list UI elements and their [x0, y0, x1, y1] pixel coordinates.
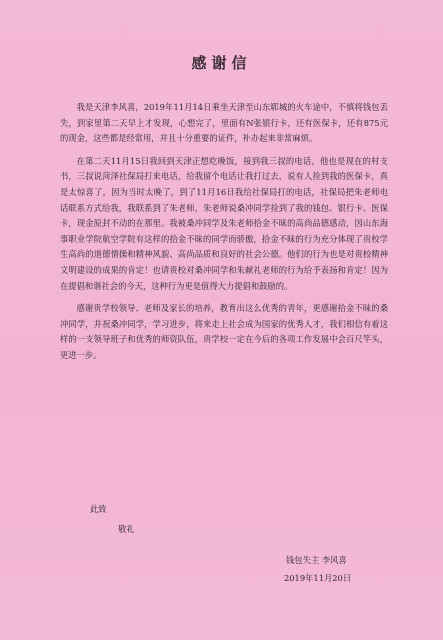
letter-title: 感谢信 — [191, 54, 252, 72]
closing-regards: 敬礼 — [118, 524, 135, 534]
paragraph-1: 我是天津李风喜，2019年11月14日乘坐天津至山东郓城的火车途中，不慎将钱包丢失，到家里第二天早上才发现，心想完了，里面有N张银行卡，还有医保卡，还有875元的现金，这些都是经常用，并且十分重要的证件，补办起来非常麻烦。 — [60, 102, 388, 144]
paragraph-2: 在第二天11月15日我回到天津正想吃晚饭，接到我三叔的电话，他也是现在的村支书，三叔说菏泽社保局打来电话，给我留个电话让我打过去，说有人捡到我的医保卡，真是太惊喜了，因为当时太晚了，到了11月16日我给社保局打的电话，社保局把朱老师电话联系方式给我，我联系到了朱老师，朱老师说桑冲同学捡到了我的钱包、银行卡、医保卡，现金原封不动的在那里。我被桑冲同学及朱老师拾金不昧的高尚品德感动，因山东海事职业学院航空学院有这样的拾金不昧的同学而骄傲，拾金不昧的行为充分体现了贵校学生高尚的道德情操和精神风貌、高尚品质和良好的社会公德。他们的行为也是对贵校精神文明建设的成果的肯定！也请贵校对桑冲同学和朱献礼老师的行为给予表扬和肯定！因为在提倡和谐社会的今天，这种行为更是值得大力提倡和鼓励的。 — [60, 155, 388, 291]
signer-name: 钱包失主 李风喜 — [286, 555, 347, 565]
letter-date: 2019年11月20日 — [284, 573, 352, 583]
paragraph-3: 感谢贵学校领导、老师及家长的培养，教育出这么优秀的青年，更感谢拾金不昧的桑冲同学，并祝桑冲同学，学习进步，将来走上社会成为国家的优秀人才，我们相信有着这样的一支领导班子和优秀的师资队伍，贵学校一定在今后的各项工作发展中会百尺竿头，更进一步。 — [60, 303, 388, 360]
letter-body — [60, 100, 388, 371]
closing-salutation: 此致 — [90, 504, 107, 514]
